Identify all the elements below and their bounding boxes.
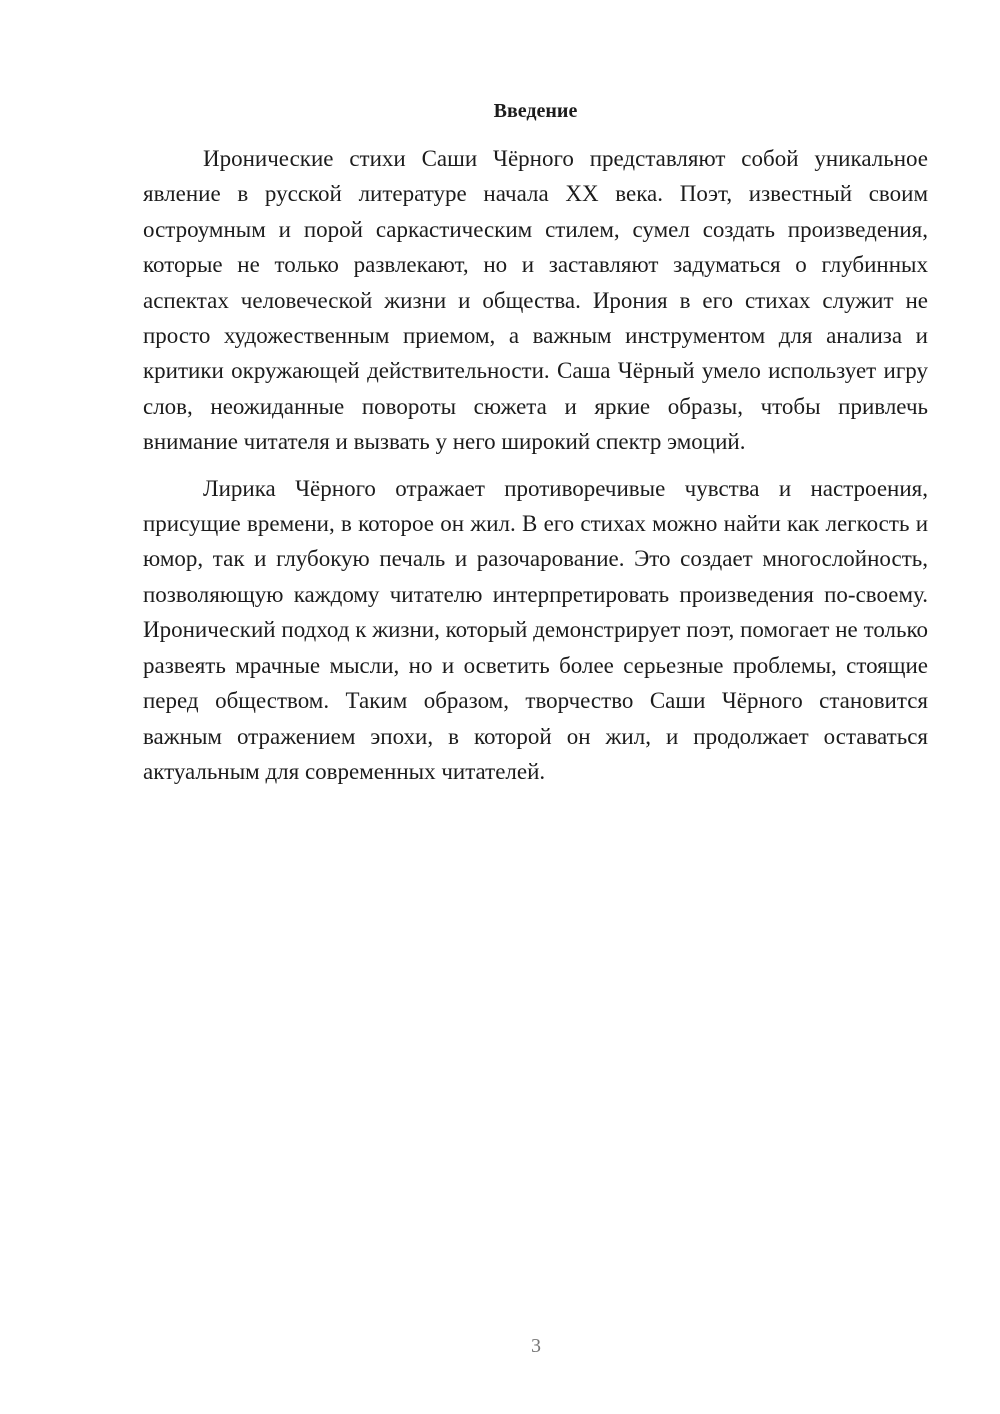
section-heading: Введение: [493, 100, 578, 122]
page-number: 3: [531, 1335, 541, 1357]
paragraph-intro: Иронические стихи Саши Чёрного представляют собой уникальное явление в русской литературе начала XX века. Поэт, известный своим остроумным и порой саркастическим стилем, сумел создать произведения, которые не только развлекают, но и заставляют задуматься о глубинных аспектах человеческой жизни и общества. Ирония в его стихах служит не просто художественным приемом, а важным инструментом для анализа и критики окружающей действительности. Саша Чёрный умело использует игру слов, неожиданные повороты сюжета и яркие образы, чтобы привлечь внимание читателя и вызвать у него широкий спектр эмоций.: [143, 146, 928, 455]
body-text: [143, 141, 928, 789]
paragraph-lyrics: Лирика Чёрного отражает противоречивые чувства и настроения, присущие времени, в которое он жил. В его стихах можно найти как легкость и юмор, так и глубокую печаль и разочарование. Это создает многослойность, позволяющую каждому читателю интерпретировать произведения по-своему. Иронический подход к жизни, который демонстрирует поэт, помогает не только развеять мрачные мысли, но и осветить более серьезные проблемы, стоящие перед обществом. Таким образом, творчество Саши Чёрного становится важным отражением эпохи, в которой он жил, и продолжает оставаться актуальным для современных читателей.: [143, 475, 928, 784]
